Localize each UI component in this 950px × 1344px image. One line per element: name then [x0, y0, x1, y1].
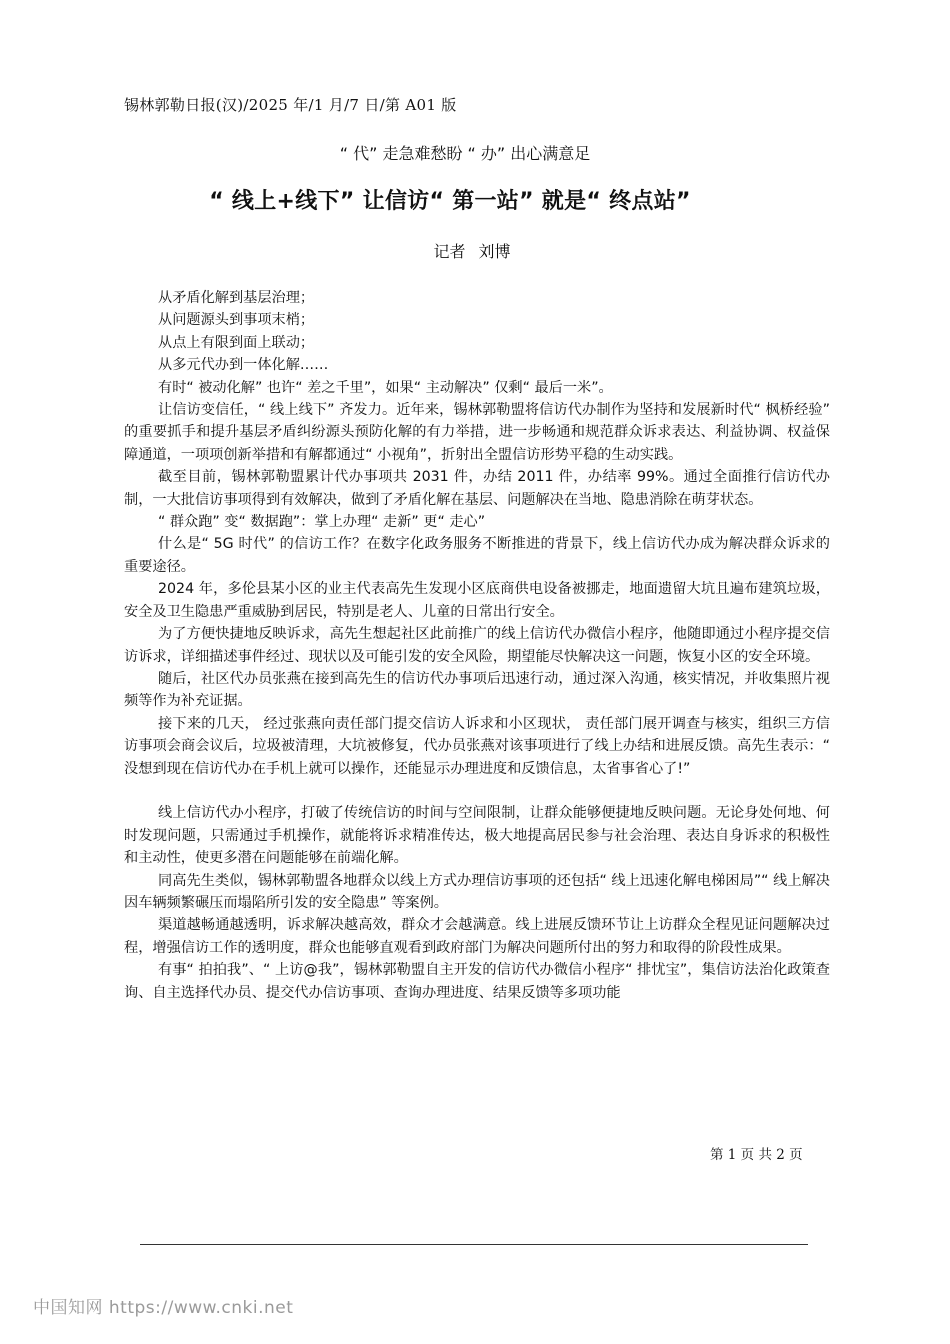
- cnki-watermark: 中国知网 https://www.cnki.net: [33, 1298, 294, 1318]
- paragraph: 渠道越畅通越透明，诉求解决越高效，群众才会越满意。线上进展反馈环节让上访群众全程见证问题解决过程，增强信访工作的透明度，群众也能够直观看到政府部门为解决问题所付出的努力和取得的阶段性成果。: [124, 917, 830, 956]
- paragraph: 2024 年，多伦县某小区的业主代表高先生发现小区底商供电设备被挪走，地面遗留大坑且遍布建筑垃圾，安全及卫生隐患严重威胁到居民，特别是老人、儿童的日常出行安全。: [124, 581, 830, 620]
- paragraph: 什么是“ 5G 时代” 的信访工作？在数字化政务服务不断推进的背景下，线上信访代办成为解决群众诉求的重要途径。: [124, 536, 830, 575]
- paragraph: 截至目前，锡林郭勒盟累计代办事项共 2031 件，办结 2011 件，办结率 99%。通过全面推行信访代办制，一大批信访事项得到有效解决，做到了矛盾化解在基层、问题解决在当地、隐患消除在萌芽状态。: [124, 469, 830, 508]
- section-heading: “ 群众跑” 变“ 数据跑”：掌上办理“ 走新” 更“ 走心”: [158, 514, 486, 531]
- footer-divider: [140, 1244, 808, 1245]
- paragraph: 同高先生类似，锡林郭勒盟各地群众以线上方式办理信访事项的还包括“ 线上迅速化解电梯困局”“ 线上解决因车辆频繁碾压而塌陷所引发的安全隐患” 等案例。: [124, 872, 830, 911]
- article-body: [124, 287, 830, 1004]
- subtitle: “ 代” 走急难愁盼 “ 办” 出心满意足: [339, 144, 591, 163]
- paragraph: 有事“ 拍拍我”、“ 上访@我”，锡林郭勒盟自主开发的信访代办微信小程序“ 排忧宝”，集信访法治化政策查询、自主选择代办员、提交代办信访事项、查询办理进度、结果反馈等多项功能: [124, 962, 830, 1001]
- paragraph: 从矛盾化解到基层治理；: [158, 290, 315, 306]
- paragraph: 让信访变信任，“ 线上线下” 齐发力。近年来，锡林郭勒盟将信访代办制作为坚持和发展新时代“ 枫桥经验” 的重要抓手和提升基层矛盾纠纷源头预防化解的有力举措，进一步畅通和规范群众诉求表达、利益协调、权益保障通道，一项项创新举措和有解都通过“ 小视角”，折射出全盟信访形势平稳的生动实践。: [124, 402, 830, 463]
- paragraph: 从点上有限到面上联动；: [158, 334, 315, 351]
- paragraph: 接下来的几天， 经过张燕向责任部门提交信访人诉求和小区现状， 责任部门展开调查与核实，组织三方信访事项会商会议后，垃圾被清理，大坑被修复，代办员张燕对该事项进行了线上办结和进展反馈。高先生表示：“ 没想到现在信访代办在手机上就可以操作，还能显示办理进度和反馈信息，太省事省心了!”: [124, 715, 830, 777]
- paragraph: 从多元代办到一体化解……: [158, 357, 329, 374]
- paragraph: 随后，社区代办员张燕在接到高先生的信访代办事项后迅速行动，通过深入沟通，核实情况，并收集照片视频等作为补充证据。: [124, 670, 830, 710]
- paragraph: 从问题源头到事项末梢；: [158, 312, 315, 329]
- paragraph: 为了方便快捷地反映诉求，高先生想起社区此前推广的线上信访代办微信小程序，他随即通过小程序提交信访诉求，详细描述事件经过、现状以及可能引发的安全风险，期望能尽快解决这一问题，恢复小区的安全环境。: [124, 626, 830, 665]
- paragraph-gap: [124, 780, 830, 802]
- paragraph: 线上信访代办小程序，打破了传统信访的时间与空间限制，让群众能够便捷地反映问题。无论身处何地、何时发现问题，只需通过手机操作，就能将诉求精准传达，极大地提高居民参与社会治理、表达自身诉求的积极性和主动性，使更多潜在问题能够在前端化解。: [124, 805, 830, 867]
- paragraph: 有时“ 被动化解” 也许“ 差之千里”，如果“ 主动解决” 仅剩“ 最后一米”。: [158, 379, 613, 396]
- source-line: 锡林郭勒日报(汉)/2025 年/1 月/7 日/第 A01 版: [124, 96, 457, 114]
- byline: 记者 刘博: [433, 242, 511, 261]
- headline: “ 线上+线下” 让信访“ 第一站” 就是“ 终点站”: [209, 189, 691, 214]
- page-number: 第 1 页 共 2 页: [710, 1147, 803, 1163]
